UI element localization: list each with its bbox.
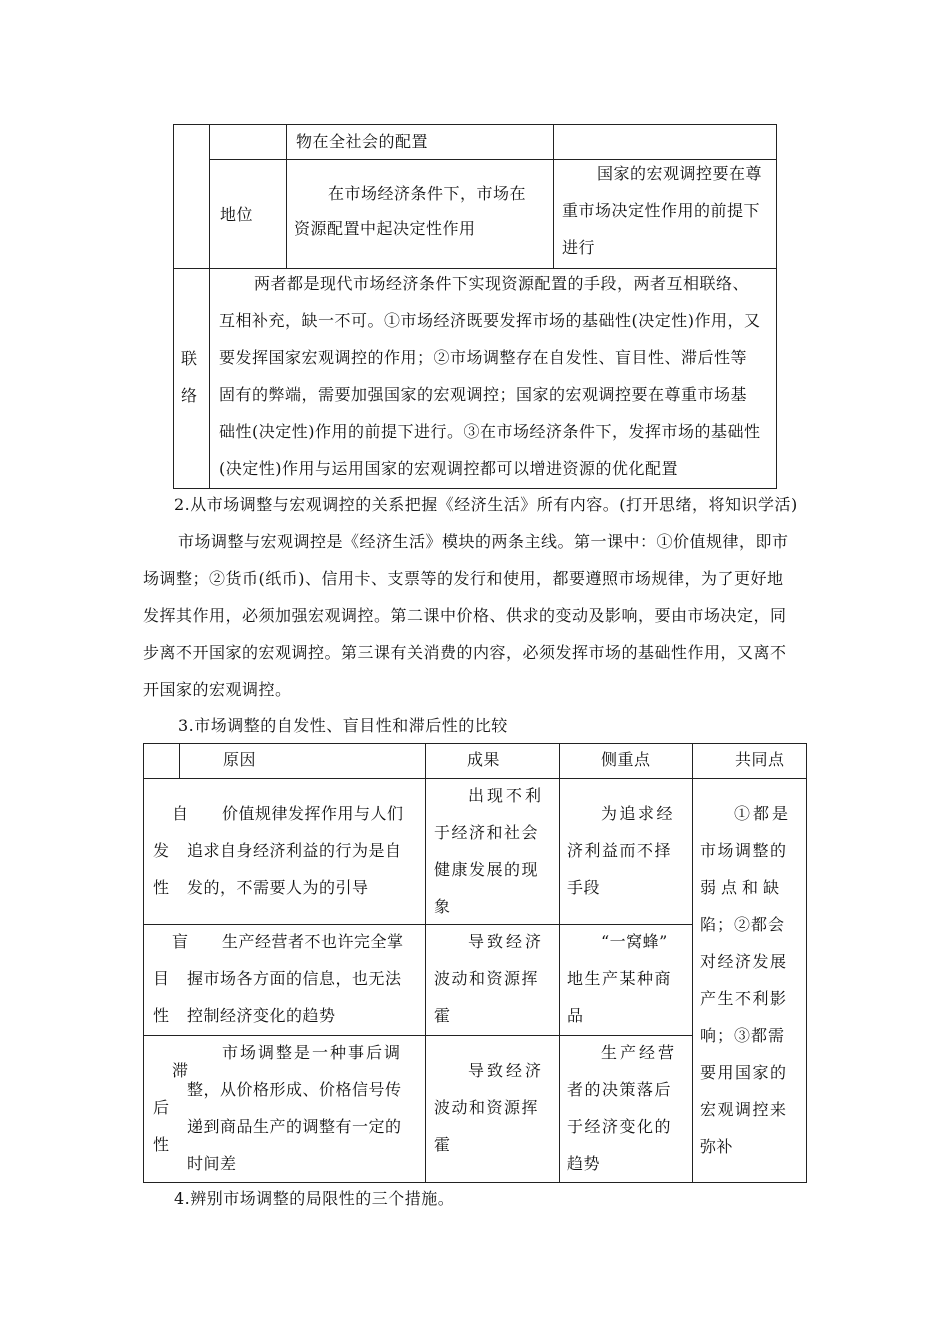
cause-line: 追求自身经济利益的行为是自 (187, 841, 402, 860)
market-position-line: 资源配置中起决定性作用 (294, 219, 476, 238)
focus-line: 生产经营 (601, 1043, 678, 1062)
macro-position-line: 进行 (562, 238, 596, 257)
row-label-position: 地位 (220, 205, 254, 224)
cause-line: 价值规律发挥作用与人们 (222, 804, 404, 823)
common-line: 弱点和缺 (700, 878, 785, 897)
result-line: 象 (434, 897, 451, 916)
row-label-link: 络 (181, 386, 198, 405)
result-line: 波动和资源挥 (434, 1098, 540, 1117)
link-text-line: (决定性)作用与运用国家的宏观调控都可以增进资源的优化配置 (219, 459, 678, 478)
focus-line: 于经济变化的 (567, 1117, 673, 1136)
result-line: 导致经济 (468, 1061, 545, 1080)
focus-line: 手段 (567, 878, 601, 897)
result-line: 出现不利 (468, 786, 545, 805)
common-line: 陷；②都会 (700, 915, 786, 934)
common-line: 宏观调控来 (700, 1100, 788, 1119)
paragraph-line: 市场调整与宏观调控是《经济生活》模块的两条主线。第一课中：①价值规律，即市 (178, 532, 789, 551)
common-line: ①都是 (734, 804, 792, 823)
table-cell-text: 物在全社会的配置 (296, 132, 429, 151)
row-label-char: 发 (153, 841, 170, 860)
row-label-char: 盲 (172, 932, 189, 951)
link-text-line: 础性(决定性)作用的前提下进行。③在市场经济条件下，发挥市场的基础性 (219, 422, 761, 441)
link-text-line: 固有的弊端，需要加强国家的宏观调控；国家的宏观调控要在尊重市场基 (219, 385, 748, 404)
common-line: 对经济发展 (700, 952, 788, 971)
focus-line: 者的决策落后 (567, 1080, 673, 1099)
cause-line: 市场调整是一种事后调 (222, 1043, 403, 1062)
column-header-result: 成果 (467, 750, 501, 769)
row-label-link: 联 (181, 349, 198, 368)
paragraph-line: 场调整；②货币(纸币)、信用卡、支票等的发行和使用，都要遵照市场规律，为了更好地 (143, 569, 784, 588)
link-text-line: 要发挥国家宏观调控的作用；②市场调整存在自发性、盲目性、滞后性等 (219, 348, 748, 367)
row-label-char: 滞 (172, 1061, 189, 1080)
common-line: 市场调整的 (700, 841, 788, 860)
focus-line: 地生产某种商 (567, 969, 673, 988)
focus-line: 济利益而不择 (567, 841, 673, 860)
row-label-char: 性 (153, 1006, 170, 1025)
paragraph-line: 步离不开国家的宏观调控。第三课有关消费的内容，必须发挥市场的基础性作用，又离不 (143, 643, 787, 662)
paragraph-line: 发挥其作用，必须加强宏观调控。第二课中价格、供求的变动及影响，要由市场决定，同 (143, 606, 787, 625)
focus-line: 为追求经 (601, 804, 676, 823)
cause-line: 递到商品生产的调整有一定的 (187, 1117, 402, 1136)
cause-line: 控制经济变化的趋势 (187, 1006, 336, 1025)
result-line: 霍 (434, 1135, 451, 1154)
row-label-char: 目 (153, 969, 170, 988)
result-line: 于经济和社会 (434, 823, 540, 842)
focus-line: “一窝蜂” (601, 932, 668, 951)
common-line: 响；③都需 (700, 1026, 786, 1045)
paragraph-line: 开国家的宏观调控。 (143, 680, 292, 699)
section-heading: 3.市场调整的自发性、盲目性和滞后性的比较 (178, 716, 508, 735)
common-line: 弥补 (700, 1137, 734, 1156)
section-heading: 2.从市场调整与宏观调控的关系把握《经济生活》所有内容。(打开思绪，将知识学活) (174, 495, 798, 514)
macro-position-line: 国家的宏观调控要在尊 (597, 164, 763, 183)
column-header-common: 共同点 (735, 750, 785, 769)
row-label-char: 性 (153, 1135, 170, 1154)
link-text-line: 互相补充，缺一不可。①市场经济既要发挥市场的基础性(决定性)作用，又 (219, 311, 761, 330)
result-line: 波动和资源挥 (434, 969, 540, 988)
row-label-char: 后 (153, 1098, 170, 1117)
cause-line: 时间差 (187, 1154, 237, 1173)
cause-line: 握市场各方面的信息，也无法 (187, 969, 402, 988)
row-label-char: 自 (172, 804, 189, 823)
macro-position-line: 重市场决定性作用的前提下 (562, 201, 761, 220)
market-position-line: 在市场经济条件下，市场在 (328, 184, 527, 203)
focus-line: 品 (567, 1006, 584, 1025)
row-label-char: 性 (153, 878, 170, 897)
cause-line: 生产经营者不也许完全掌 (222, 932, 404, 951)
common-line: 要用国家的 (700, 1063, 788, 1082)
link-text-line: 两者都是现代市场经济条件下实现资源配置的手段，两者互相联络、 (254, 274, 750, 293)
common-line: 产生不利影 (700, 989, 788, 1008)
result-line: 霍 (434, 1006, 451, 1025)
cause-line: 发的，不需要人为的引导 (187, 878, 369, 897)
column-header-focus: 侧重点 (601, 750, 651, 769)
cause-line: 整，从价格形成、价格信号传 (187, 1080, 402, 1099)
column-header-cause: 原因 (223, 750, 257, 769)
section-heading: 4.辨别市场调整的局限性的三个措施。 (174, 1189, 455, 1208)
focus-line: 趋势 (567, 1154, 601, 1173)
result-line: 导致经济 (468, 932, 545, 951)
result-line: 健康发展的现 (434, 860, 540, 879)
